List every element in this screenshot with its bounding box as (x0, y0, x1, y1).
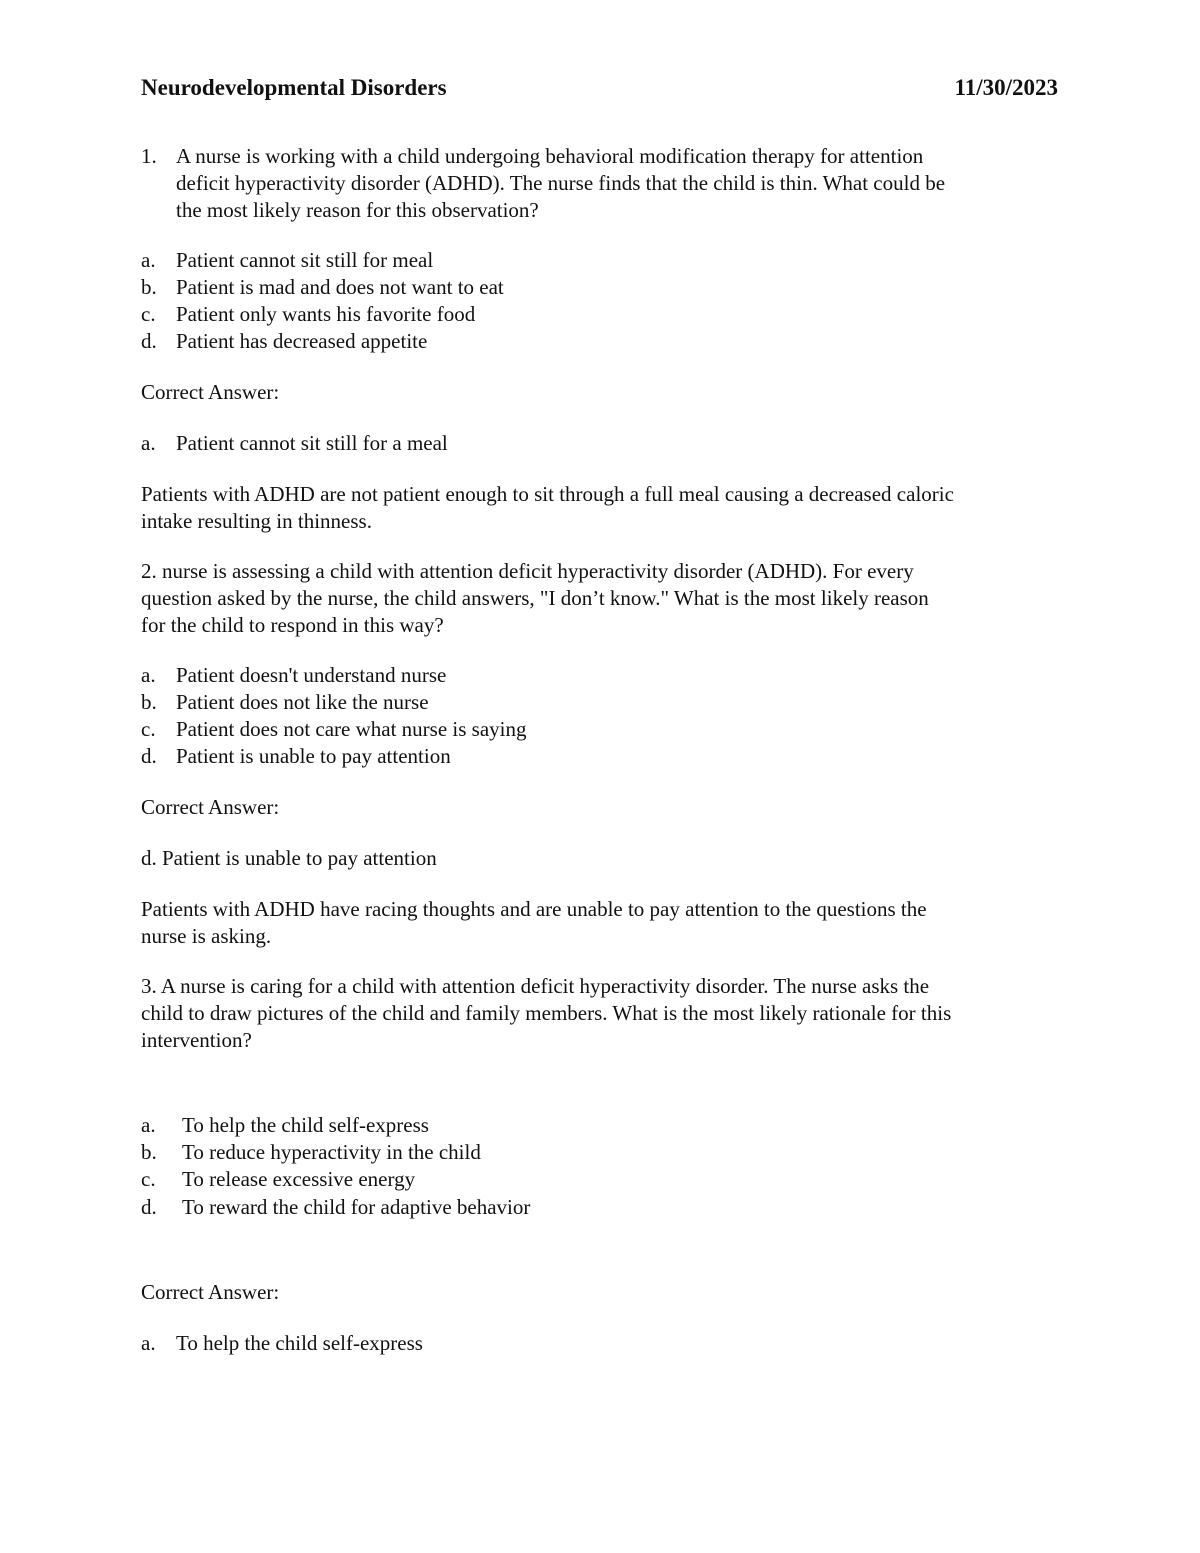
question-1-line: A nurse is working with a child undergoing behavioral modification therapy for attention (176, 144, 924, 168)
option-letter: b. (141, 275, 157, 299)
answer-text: To help the child self-express (176, 1331, 423, 1355)
answer-letter: a. (141, 431, 156, 455)
rationale-line: intake resulting in thinness. (141, 509, 372, 533)
option-text: Patient has decreased appetite (176, 329, 428, 353)
rationale-line: nurse is asking. (141, 924, 272, 948)
question-2-line: question asked by the nurse, the child answers, "I don’t know." What is the most likely reason (141, 586, 929, 610)
answer-letter: a. (141, 1331, 156, 1355)
option-letter: c. (141, 1167, 156, 1191)
correct-answer-label: Correct Answer: (141, 380, 280, 404)
document-title: Neurodevelopmental Disorders (141, 75, 447, 100)
question-2-line: 2. nurse is assessing a child with attention deficit hyperactivity disorder (ADHD). For every (141, 559, 914, 583)
rationale-line: Patients with ADHD have racing thoughts and are unable to pay attention to the questions the (141, 897, 927, 921)
answer-text: Patient cannot sit still for a meal (176, 431, 448, 455)
option-text: Patient does not care what nurse is saying (176, 717, 527, 741)
option-letter: a. (141, 248, 156, 272)
option-text: Patient only wants his favorite food (176, 302, 476, 326)
question-3-line: 3. A nurse is caring for a child with attention deficit hyperactivity disorder. The nurse asks the (141, 974, 930, 998)
document-header (141, 74, 1058, 102)
option-text: Patient is unable to pay attention (176, 744, 451, 768)
option-text: To reduce hyperactivity in the child (182, 1140, 481, 1164)
option-text: To help the child self-express (182, 1113, 429, 1137)
option-text: To reward the child for adaptive behavior (182, 1195, 531, 1219)
option-letter: b. (141, 1140, 157, 1164)
option-text: Patient does not like the nurse (176, 690, 429, 714)
option-text: To release excessive energy (182, 1167, 416, 1191)
option-letter: d. (141, 1195, 157, 1219)
option-letter: b. (141, 690, 157, 714)
question-3-line: intervention? (141, 1028, 252, 1052)
document-date: 11/30/2023 (954, 75, 1058, 100)
option-letter: d. (141, 329, 157, 353)
answer-text: d. Patient is unable to pay attention (141, 846, 437, 870)
option-letter: d. (141, 744, 157, 768)
rationale-line: Patients with ADHD are not patient enough to sit through a full meal causing a decreased caloric (141, 482, 954, 506)
question-1-line: deficit hyperactivity disorder (ADHD). The nurse finds that the child is thin. What could be (176, 171, 946, 195)
correct-answer-label: Correct Answer: (141, 1280, 280, 1304)
option-letter: a. (141, 1113, 156, 1137)
correct-answer-label: Correct Answer: (141, 795, 280, 819)
question-3-line: child to draw pictures of the child and family members. What is the most likely rationale for this (141, 1001, 952, 1025)
option-text: Patient cannot sit still for meal (176, 248, 434, 272)
option-letter: c. (141, 302, 156, 326)
option-text: Patient doesn't understand nurse (176, 663, 447, 687)
option-text: Patient is mad and does not want to eat (176, 275, 504, 299)
question-1-line: the most likely reason for this observation? (176, 198, 539, 222)
option-letter: c. (141, 717, 156, 741)
question-2-line: for the child to respond in this way? (141, 613, 444, 637)
option-letter: a. (141, 663, 156, 687)
question-1-number: 1. (141, 144, 157, 168)
